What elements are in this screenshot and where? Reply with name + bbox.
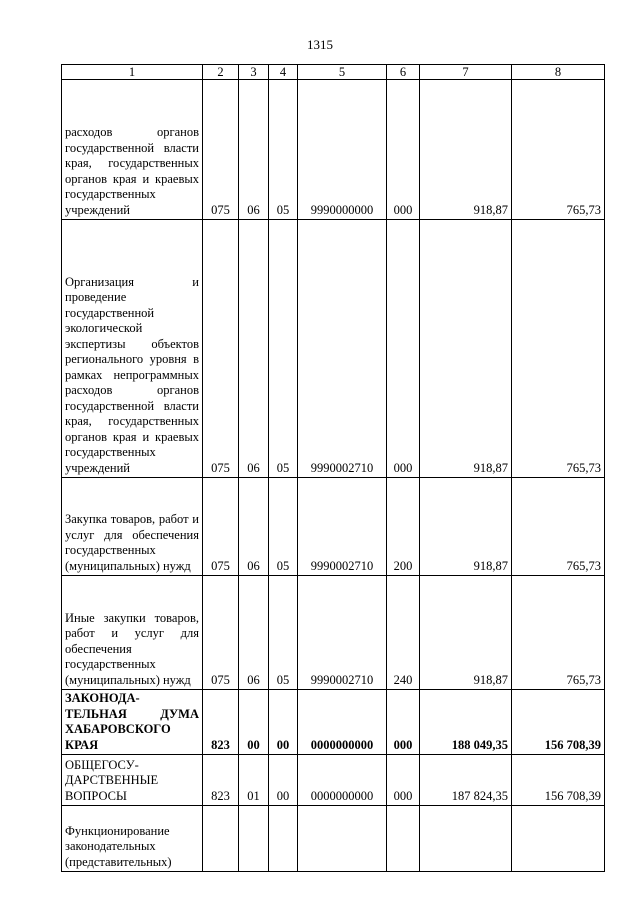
column-number: 1 (62, 65, 203, 80)
expense-type-cell: 000 (387, 755, 420, 806)
column-number: 2 (203, 65, 239, 80)
expense-type-cell: 000 (387, 690, 420, 755)
subsection-cell: 05 (269, 220, 298, 478)
target-article-cell: 9990000000 (298, 80, 387, 220)
amount-year-1-cell (420, 806, 512, 872)
amount-year-2-cell (512, 806, 605, 872)
amount-year-1-cell: 187 824,35 (420, 755, 512, 806)
ministry-code-cell: 075 (203, 80, 239, 220)
section-cell: 06 (239, 80, 269, 220)
ministry-code-cell: 075 (203, 220, 239, 478)
amount-year-1-cell: 918,87 (420, 576, 512, 690)
table-row (62, 80, 605, 220)
column-number: 7 (420, 65, 512, 80)
section-cell: 01 (239, 755, 269, 806)
amount-year-2-cell: 765,73 (512, 478, 605, 576)
target-article-cell (298, 806, 387, 872)
amount-year-1-cell: 918,87 (420, 80, 512, 220)
ministry-code-cell: 075 (203, 478, 239, 576)
section-cell: 06 (239, 576, 269, 690)
amount-year-2-cell: 156 708,39 (512, 690, 605, 755)
amount-year-2-cell: 765,73 (512, 80, 605, 220)
row-name-cell: Функционирование законодательных (представительных) (62, 806, 203, 872)
subsection-cell (269, 806, 298, 872)
expense-type-cell: 000 (387, 220, 420, 478)
amount-year-2-cell: 156 708,39 (512, 755, 605, 806)
column-number: 3 (239, 65, 269, 80)
column-number: 4 (269, 65, 298, 80)
amount-year-2-cell: 765,73 (512, 220, 605, 478)
section-cell: 00 (239, 690, 269, 755)
table-row (62, 806, 605, 872)
subsection-cell: 00 (269, 755, 298, 806)
row-name-cell: Иные закупки товаров, работ и услуг для обеспечения государственных (муниципальных) нужд (62, 576, 203, 690)
row-name-cell: ЗАКОНОДА-ТЕЛЬНАЯ ДУМА ХАБАРОВСКОГО КРАЯ (62, 690, 203, 755)
ministry-code-cell: 823 (203, 690, 239, 755)
row-name-cell: ОБЩЕГОСУ-ДАРСТВЕННЫЕ ВОПРОСЫ (62, 755, 203, 806)
target-article-cell: 0000000000 (298, 755, 387, 806)
expense-type-cell: 000 (387, 80, 420, 220)
section-cell (239, 806, 269, 872)
amount-year-1-cell: 918,87 (420, 220, 512, 478)
expense-type-cell (387, 806, 420, 872)
amount-year-1-cell: 188 049,35 (420, 690, 512, 755)
row-name-cell: Закупка товаров, работ и услуг для обеспечения государственных (муниципальных) нужд (62, 478, 203, 576)
subsection-cell: 05 (269, 478, 298, 576)
ministry-code-cell (203, 806, 239, 872)
column-number-row (62, 65, 605, 80)
subsection-cell: 00 (269, 690, 298, 755)
row-name-cell: расходов органов государственной власти края, государственных органов края и краевых государственных учреждений (62, 80, 203, 220)
expense-type-cell: 200 (387, 478, 420, 576)
ministry-code-cell: 075 (203, 576, 239, 690)
row-name-cell: Организация и проведение государственной экологической экспертизы объектов регионального уровня в рамках непрограммных расходов органов государственной власти края, государственных органов края и краевых государственных учреждений (62, 220, 203, 478)
column-number: 5 (298, 65, 387, 80)
amount-year-2-cell: 765,73 (512, 576, 605, 690)
subsection-cell: 05 (269, 80, 298, 220)
table-row (62, 576, 605, 690)
budget-table (61, 64, 605, 872)
target-article-cell: 9990002710 (298, 576, 387, 690)
expense-type-cell: 240 (387, 576, 420, 690)
target-article-cell: 9990002710 (298, 478, 387, 576)
column-number: 6 (387, 65, 420, 80)
ministry-code-cell: 823 (203, 755, 239, 806)
table-row (62, 690, 605, 755)
column-number: 8 (512, 65, 605, 80)
table-row (62, 755, 605, 806)
subsection-cell: 05 (269, 576, 298, 690)
target-article-cell: 9990002710 (298, 220, 387, 478)
section-cell: 06 (239, 220, 269, 478)
table-row (62, 220, 605, 478)
amount-year-1-cell: 918,87 (420, 478, 512, 576)
section-cell: 06 (239, 478, 269, 576)
target-article-cell: 0000000000 (298, 690, 387, 755)
page-number: 1315 (307, 37, 333, 52)
table-row (62, 478, 605, 576)
